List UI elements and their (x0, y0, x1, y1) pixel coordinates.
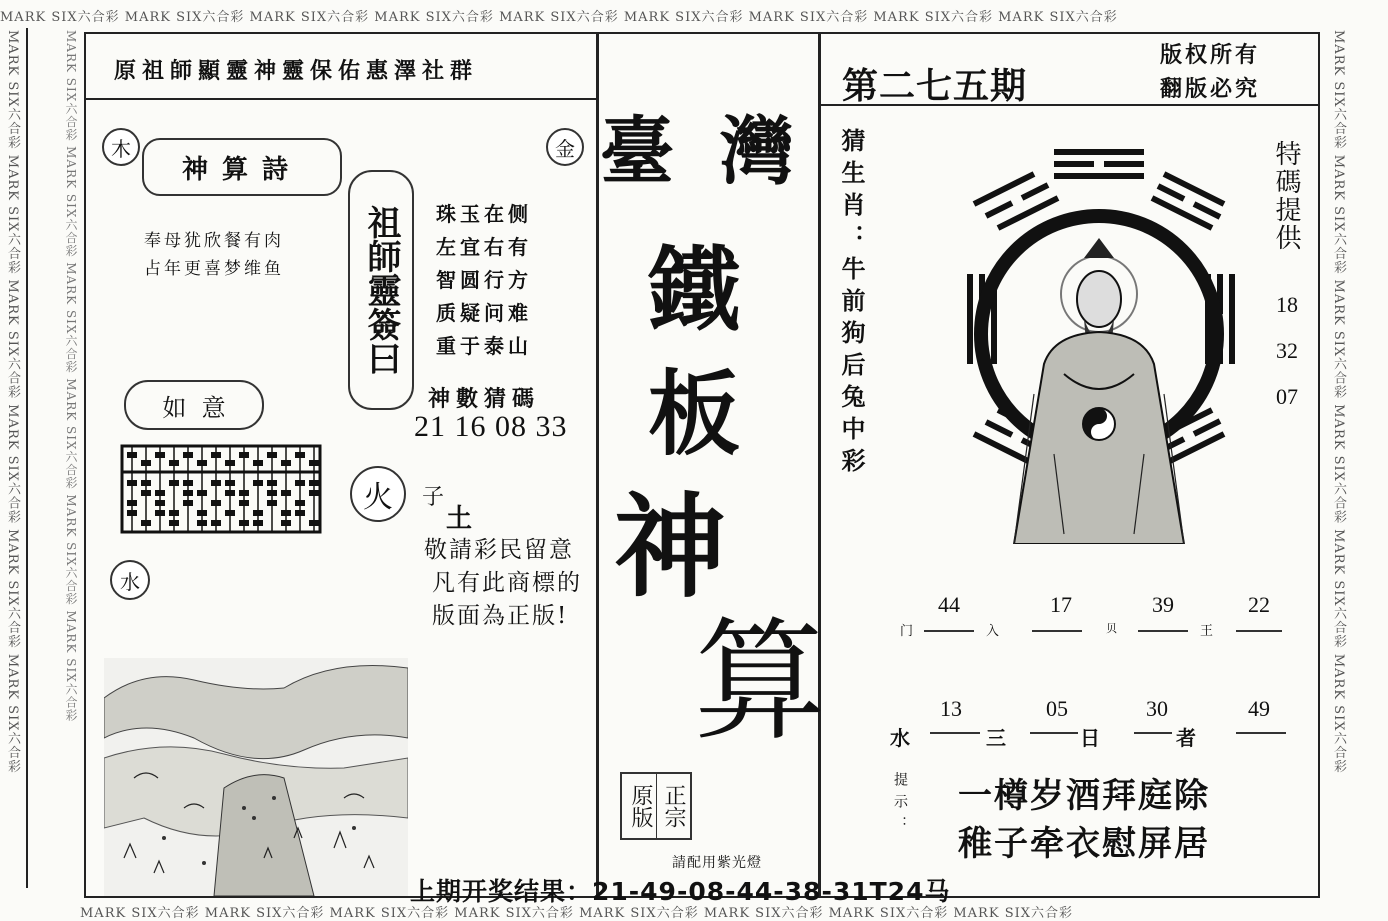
notice-line: 凡有此商標的 (432, 570, 582, 596)
poem-title-box (142, 138, 342, 196)
watermark-text: MARK SIX六合彩 (124, 10, 250, 25)
watermark-text: MARK SIX六合彩 (1331, 154, 1346, 280)
row2-label: 日 (1080, 726, 1100, 750)
stamp-left-text: 原版 (622, 774, 657, 838)
blessing-banner: 原祖師顯靈神靈保佑惠澤社群 (114, 58, 479, 84)
watermark-text: MARK SIX六合彩 (873, 10, 999, 25)
title-char-tie: 鐵 (648, 236, 741, 344)
row2-label: 三 (986, 726, 1006, 750)
row1-label: 入 (986, 624, 1000, 639)
watermark-text: MARK SIX六合彩 (5, 653, 20, 774)
watermark-text: MARK SIX六合彩 (64, 378, 78, 495)
notice-line: 版面為正版! (432, 603, 569, 629)
guess-zodiac: 猜生肖：牛前狗后兔中彩 (837, 128, 866, 480)
row2-underline (1134, 732, 1172, 734)
verse-line: 智圆行方 (436, 268, 532, 292)
watermark-text: MARK SIX六合彩 (0, 10, 125, 25)
last-draw-result: 上期开奖结果：21-49-08-44-38-31T24马 (410, 877, 951, 906)
element-water-badge (110, 560, 150, 600)
row1-number: 22 (1248, 592, 1270, 617)
title-char-wan: 灣 (720, 109, 794, 195)
element-fire-badge (350, 466, 406, 522)
frame-line-left (84, 32, 86, 898)
watermark-text: MARK SIX六合彩 (80, 906, 205, 921)
poem-title: 神算詩 (181, 154, 302, 185)
row1-number: 39 (1152, 592, 1174, 617)
verse-line: 左宜右有 (436, 235, 532, 259)
ruyi-label: 如 意 (162, 393, 226, 422)
oracle-verses (436, 198, 532, 363)
special-label: 特碼提供 (1271, 140, 1301, 252)
watermark-right (1326, 30, 1348, 900)
hint-line: 稚子牵衣慰屏居 (958, 824, 1210, 864)
row1-label: 门 (900, 624, 914, 639)
notice-line: 敬請彩民留意 (424, 537, 574, 563)
frame-line-top (84, 32, 1320, 34)
watermark-text: MARK SIX六合彩 (329, 906, 455, 921)
row2-underline (1030, 732, 1078, 734)
frame-line-right (1318, 32, 1320, 898)
watermark-top (0, 6, 1388, 25)
authentic-stamp (620, 772, 692, 840)
watermark-text: MARK SIX六合彩 (204, 906, 330, 921)
row2-underline (1236, 732, 1286, 734)
watermark-text: MARK SIX六合彩 (5, 279, 20, 405)
watermark-text: MARK SIX六合彩 (249, 10, 375, 25)
watermark-text: MARK SIX六合彩 (953, 906, 1073, 921)
watermark-text: MARK SIX六合彩 (579, 906, 704, 921)
divider-left-center (596, 32, 599, 896)
poem-line-1: 奉母犹欣餐有肉 (144, 231, 284, 251)
header-rule-left (84, 98, 596, 100)
number-row-1 (900, 592, 1300, 652)
row1-underline (1138, 630, 1188, 632)
title-char-shen: 神 (614, 482, 726, 613)
special-number: 07 (1276, 384, 1298, 409)
watermark-text: MARK SIX六合彩 (1331, 653, 1346, 774)
watermark-text: MARK SIX六合彩 (374, 10, 500, 25)
element-wood-label: 木 (111, 136, 131, 161)
shenshu-label: 神數猜碼 (428, 386, 541, 412)
zi-label: 子 (422, 485, 445, 510)
row1-underline (1236, 630, 1282, 632)
watermark-left (0, 30, 22, 910)
element-wood-badge (102, 128, 140, 166)
copyright-line2: 翻版必究 (1160, 76, 1261, 102)
issue-number: 第二七五期 (842, 65, 1028, 107)
watermark-text: MARK SIX六合彩 (828, 906, 954, 921)
watermark-text: MARK SIX六合彩 (499, 10, 624, 25)
watermark-text: MARK SIX六合彩 (5, 404, 20, 530)
watermark-text: MARK SIX六合彩 (64, 262, 78, 379)
watermark-text: MARK SIX六合彩 (748, 10, 874, 25)
oracle-label: 祖師靈簽曰 (361, 205, 401, 375)
row2-number: 13 (940, 696, 962, 721)
divider-center-right (818, 32, 821, 896)
row1-underline (1032, 630, 1082, 632)
row1-number: 17 (1050, 592, 1072, 617)
number-row-2 (890, 696, 1300, 756)
watermark-text: MARK SIX六合彩 (5, 154, 20, 280)
element-water-label: 水 (120, 569, 140, 594)
row2-label: 者 (1176, 726, 1196, 750)
shenshu-numbers: 21 16 08 33 (414, 410, 568, 443)
element-fire-label: 火 (363, 480, 393, 515)
hint-label: 提示： (892, 772, 908, 838)
landscape-illustration (104, 658, 408, 896)
poem-line-2: 占年更喜梦维鱼 (144, 259, 284, 279)
row2-underline (930, 732, 980, 734)
watermark-text: MARK SIX六合彩 (64, 494, 78, 611)
watermark-text: MARK SIX六合彩 (1331, 404, 1346, 530)
notice-block (424, 534, 582, 633)
row1-label: 王 (1200, 624, 1214, 639)
watermark-text: MARK SIX六合彩 (1331, 279, 1346, 405)
watermark-inner (62, 30, 80, 890)
row2-number: 05 (1046, 696, 1068, 721)
watermark-text: MARK SIX六合彩 (623, 10, 749, 25)
title-char-tai: 臺 (600, 109, 674, 195)
oracle-label-box (348, 170, 414, 410)
row2-label: 水 (890, 726, 910, 750)
ruyi-box (124, 380, 264, 430)
row2-number: 30 (1146, 696, 1168, 721)
verse-line: 重于泰山 (436, 334, 532, 358)
watermark-text: MARK SIX六合彩 (1331, 30, 1346, 155)
hint-line: 一樽岁酒拜庭除 (958, 776, 1210, 816)
watermark-text: MARK SIX六合彩 (64, 146, 78, 263)
copyright-line1: 版权所有 (1160, 42, 1261, 68)
watermark-text: MARK SIX六合彩 (5, 529, 20, 654)
watermark-text: MARK SIX六合彩 (64, 30, 78, 147)
element-metal-badge (546, 128, 584, 166)
verse-line: 珠玉在侧 (436, 202, 532, 226)
row1-label: 贝 (1106, 622, 1117, 635)
special-number: 32 (1276, 338, 1298, 363)
watermark-text: MARK SIX六合彩 (64, 610, 78, 722)
special-number: 18 (1276, 292, 1298, 317)
watermark-text: MARK SIX六合彩 (454, 906, 580, 921)
bagua-deity-illustration (934, 134, 1264, 544)
row1-number: 44 (938, 592, 960, 617)
watermark-text: MARK SIX六合彩 (5, 30, 20, 155)
abacus-icon (120, 444, 322, 534)
watermark-text: MARK SIX六合彩 (703, 906, 829, 921)
earth-label: 土 (446, 504, 473, 534)
row1-underline (924, 630, 974, 632)
title-char-ban: 板 (648, 360, 741, 468)
hint-verses (958, 772, 1210, 868)
element-metal-label: 金 (555, 136, 575, 161)
row2-number: 49 (1248, 696, 1270, 721)
lamp-note: 請配用紫光燈 (672, 855, 762, 871)
watermark-text: MARK SIX六合彩 (998, 10, 1118, 25)
verse-line: 质疑问难 (436, 301, 532, 325)
special-numbers (1276, 282, 1298, 420)
frame-line-left-outer (26, 28, 28, 888)
stamp-right-text: 正宗 (661, 784, 686, 828)
watermark-text: MARK SIX六合彩 (1331, 529, 1346, 654)
title-char-suan: 算 (694, 605, 826, 759)
